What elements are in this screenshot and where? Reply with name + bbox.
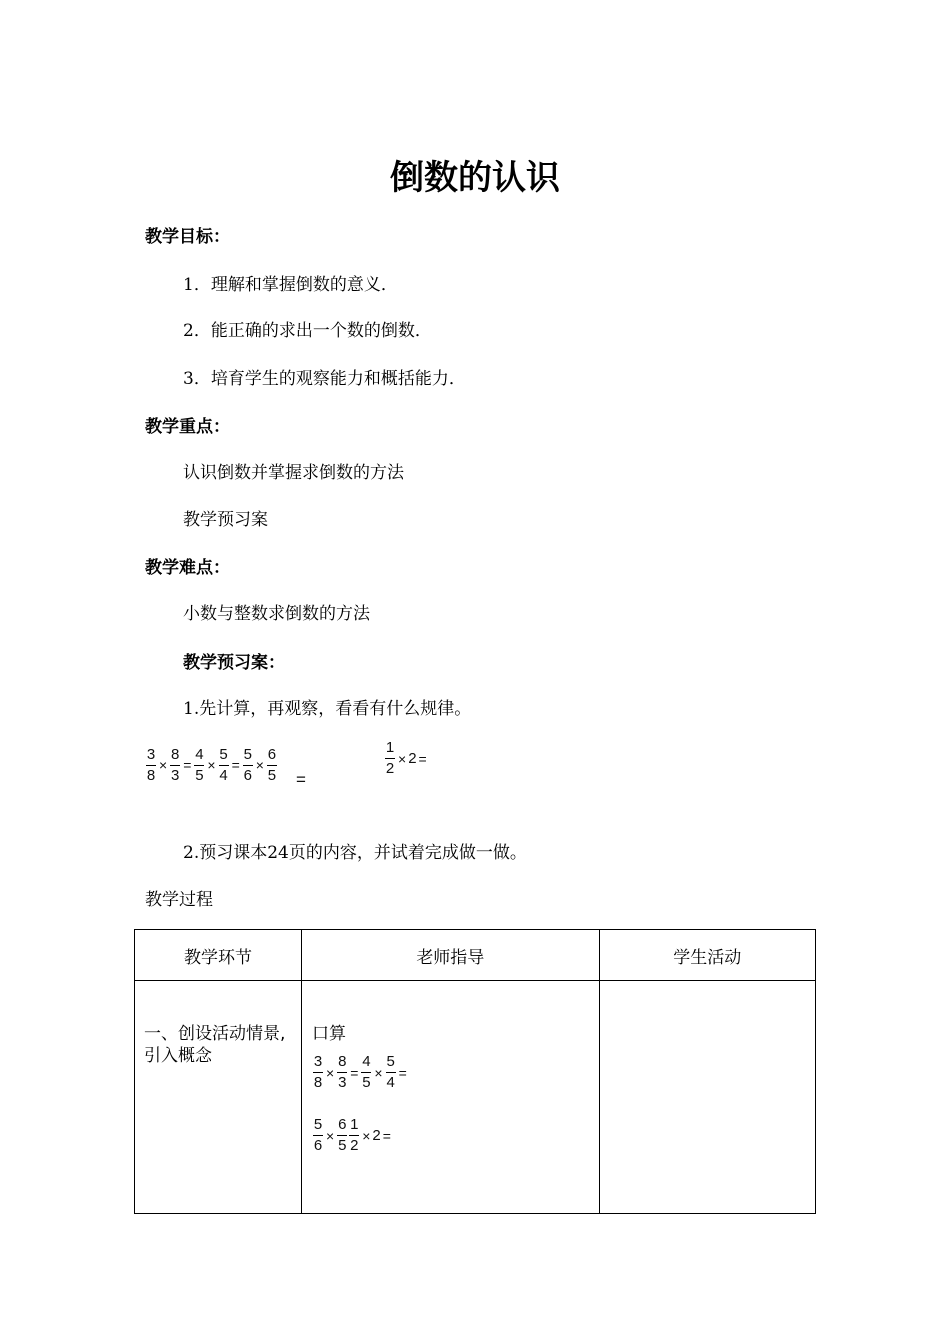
formula-table-1 xyxy=(312,1054,591,1091)
formula-row-1b xyxy=(384,740,429,777)
goal-item-1: 1．理解和掌握倒数的意义． xyxy=(183,275,398,295)
equals-sign: = xyxy=(418,750,427,767)
fraction: $\frac{6}{5}$ xyxy=(338,1116,347,1154)
formula-table-2 xyxy=(312,1117,591,1154)
times-sign: × xyxy=(207,757,216,773)
focus-item-1: 认识倒数并掌握求倒数的方法 xyxy=(183,463,404,483)
fraction: $\frac{1}{2}$ xyxy=(350,1116,359,1154)
header-stage: 教学环节 xyxy=(135,930,302,981)
goal-item-2: 2．能正确的求出一个数的倒数． xyxy=(183,321,432,341)
fraction: $\frac{8}{3}$ xyxy=(171,745,180,784)
fraction: $\frac{5}{4}$ xyxy=(219,745,228,784)
goal-item-3: 3．培育学生的观察能力和概括能力． xyxy=(183,369,466,389)
equals-sign: = xyxy=(183,757,192,773)
fraction: $\frac{3}{8}$ xyxy=(313,1053,323,1091)
integer-two: 2 xyxy=(372,1127,381,1144)
difficulty-heading: 教学难点： xyxy=(145,558,230,578)
student-cell xyxy=(599,981,815,1214)
times-sign: × xyxy=(374,1064,383,1081)
focus-heading: 教学重点： xyxy=(145,417,230,437)
preview-step-2: 2.预习课本24页的内容，并试着完成做一做。 xyxy=(183,843,527,863)
times-sign: × xyxy=(255,757,264,773)
focus-item-2: 教学预习案 xyxy=(183,510,268,530)
stage-cell: 一、创设活动情景,引入概念 xyxy=(135,981,302,1214)
goals-heading: 教学目标： xyxy=(145,227,230,247)
table-row xyxy=(135,981,816,1214)
preview-heading: 教学预习案： xyxy=(183,653,285,673)
times-sign: × xyxy=(326,1127,335,1144)
equals-sign: = xyxy=(231,757,240,773)
fraction: $\frac{5}{6}$ xyxy=(313,1116,323,1154)
header-teacher: 老师指导 xyxy=(302,930,600,981)
page-title: 倒数的认识 xyxy=(390,158,560,198)
times-sign: × xyxy=(362,1127,371,1144)
fraction: $\frac{5}{4}$ xyxy=(386,1053,395,1091)
equals-sign: = xyxy=(382,1127,391,1144)
table-header-row xyxy=(135,930,816,981)
difficulty-item-1: 小数与整数求倒数的方法 xyxy=(183,604,370,624)
integer-two: 2 xyxy=(408,750,417,767)
formula-row-1 xyxy=(145,740,308,790)
process-table xyxy=(134,929,816,1214)
header-student: 学生活动 xyxy=(599,930,815,981)
equals-sign: = xyxy=(295,770,306,789)
fraction: $\frac{5}{6}$ xyxy=(243,745,252,784)
times-sign: × xyxy=(159,757,168,773)
fraction: $\frac{4}{5}$ xyxy=(362,1053,371,1091)
times-sign: × xyxy=(326,1064,335,1081)
fraction: $\frac{8}{3}$ xyxy=(338,1053,347,1091)
fraction: $\frac{4}{5}$ xyxy=(195,745,204,784)
fraction: $\frac{1}{2}$ xyxy=(385,739,395,777)
preview-step-1: 1.先计算，再观察，看看有什么规律。 xyxy=(183,699,472,719)
process-label: 教学过程 xyxy=(145,890,213,910)
fraction: $\frac{6}{5}$ xyxy=(267,745,277,784)
fraction: $\frac{3}{8}$ xyxy=(146,745,156,784)
equals-sign: = xyxy=(398,1064,407,1081)
teacher-cell xyxy=(302,981,600,1214)
times-sign: × xyxy=(398,750,407,767)
teacher-label: 口算 xyxy=(312,1024,347,1044)
equals-sign: = xyxy=(350,1064,359,1081)
